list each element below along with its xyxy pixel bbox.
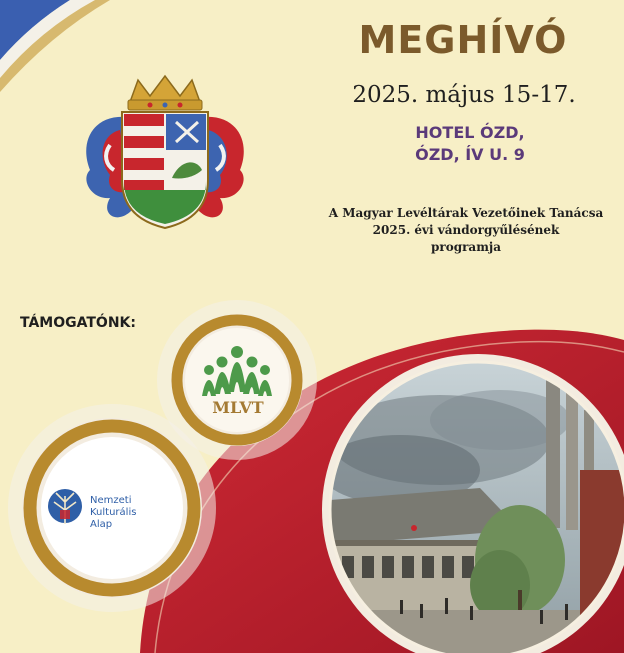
event-date: 2025. május 15-17. (352, 82, 576, 108)
program-description (318, 205, 614, 256)
invitation-title: MEGHÍVÓ (358, 18, 568, 62)
corner-ribbon (0, 0, 110, 92)
coat-of-arms-icon (86, 76, 244, 228)
nka-line-2: Kulturális (90, 507, 137, 518)
nka-logo-text (90, 495, 170, 531)
nka-line-1: Nemzeti (90, 495, 132, 506)
nka-line-3: Alap (90, 519, 113, 530)
venue-line-1: HOTEL ÓZD, (415, 123, 525, 142)
supporters-label: TÁMOGATÓNK: (20, 315, 136, 331)
mlvt-logo-text: MLVT (212, 398, 264, 417)
venue (370, 122, 570, 166)
program-line-3: programja (430, 240, 502, 254)
venue-line-2: ÓZD, ÍV U. 9 (415, 145, 525, 164)
program-line-2: 2025. évi vándorgyűlésének (372, 223, 560, 237)
program-line-1: A Magyar Levéltárak Vezetőinek Tanácsa (328, 206, 604, 220)
